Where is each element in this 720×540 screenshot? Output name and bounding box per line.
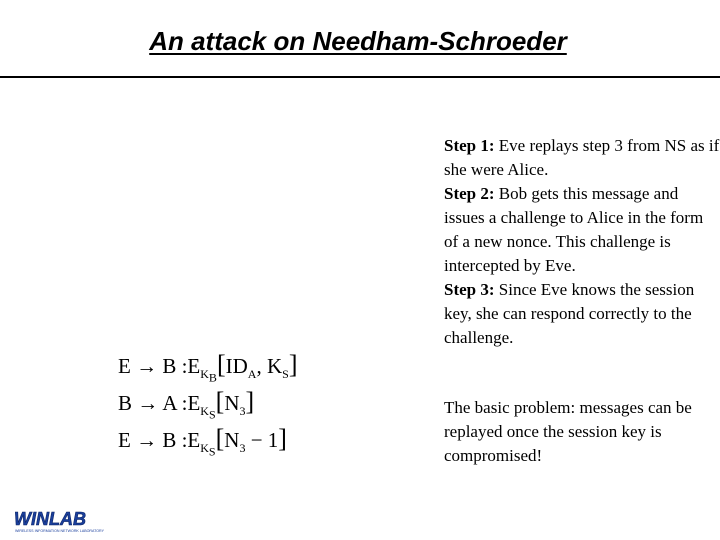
equation-lhs: B → A : xyxy=(118,391,188,415)
title-rule xyxy=(0,76,720,78)
winlab-logo xyxy=(12,508,118,534)
steps-callout xyxy=(444,134,720,350)
close-bracket: ] xyxy=(288,350,298,379)
step-text: Since Eve knows the session key, she can respond correctly to the challenge. xyxy=(444,280,695,347)
open-bracket: [ xyxy=(215,424,225,453)
summary-text: The basic problem: messages can be replayed once the session key is compromised! xyxy=(444,398,692,465)
step-text: Bob gets this message and issues a challenge to Alice in the form of a new nonce. This challenge is intercepted by Eve. xyxy=(444,184,704,275)
body2-sub: S xyxy=(282,367,289,382)
step-1 xyxy=(444,134,720,182)
protocol-equation xyxy=(118,352,297,391)
key-subsub: S xyxy=(208,444,216,459)
step-label: Step 2: xyxy=(444,184,495,203)
step-text: Eve replays step 3 from NS as if she were Alice. xyxy=(444,136,720,179)
step-3 xyxy=(444,278,720,350)
body-sub: A xyxy=(247,367,257,382)
equation-key: E xyxy=(187,391,201,415)
open-bracket: [ xyxy=(215,387,225,416)
equation-sep: , xyxy=(256,354,267,378)
step-label: Step 3: xyxy=(444,280,495,299)
equation-lhs: E → B : xyxy=(118,354,188,378)
equation-sep: − 1 xyxy=(245,428,279,452)
equation-key: E xyxy=(187,354,201,378)
logo-tagline: WIRELESS INFORMATION NETWORK LABORATORY xyxy=(15,529,104,533)
key-sub: K xyxy=(200,404,209,419)
step-label: Step 1: xyxy=(444,136,495,155)
equation-body2: K xyxy=(266,354,283,378)
protocol-equation xyxy=(118,389,254,428)
equation-body: ID xyxy=(225,354,248,378)
body-sub: 3 xyxy=(239,441,246,456)
equation-body: N xyxy=(224,391,240,415)
protocol-equation xyxy=(118,426,287,465)
equation-lhs: E → B : xyxy=(118,428,188,452)
key-subsub: B xyxy=(208,370,217,385)
slide-title: An attack on Needham-Schroeder xyxy=(149,26,567,56)
logo-text: WINLAB xyxy=(14,509,86,529)
equation-body: N xyxy=(224,428,240,452)
close-bracket: ] xyxy=(245,387,255,416)
close-bracket: ] xyxy=(278,424,287,453)
key-sub: K xyxy=(200,441,209,456)
step-2 xyxy=(444,182,720,278)
open-bracket: [ xyxy=(216,350,226,379)
key-subsub: S xyxy=(208,407,216,422)
body-sub: 3 xyxy=(239,404,246,419)
key-sub: K xyxy=(200,367,209,382)
equation-key: E xyxy=(187,428,201,452)
